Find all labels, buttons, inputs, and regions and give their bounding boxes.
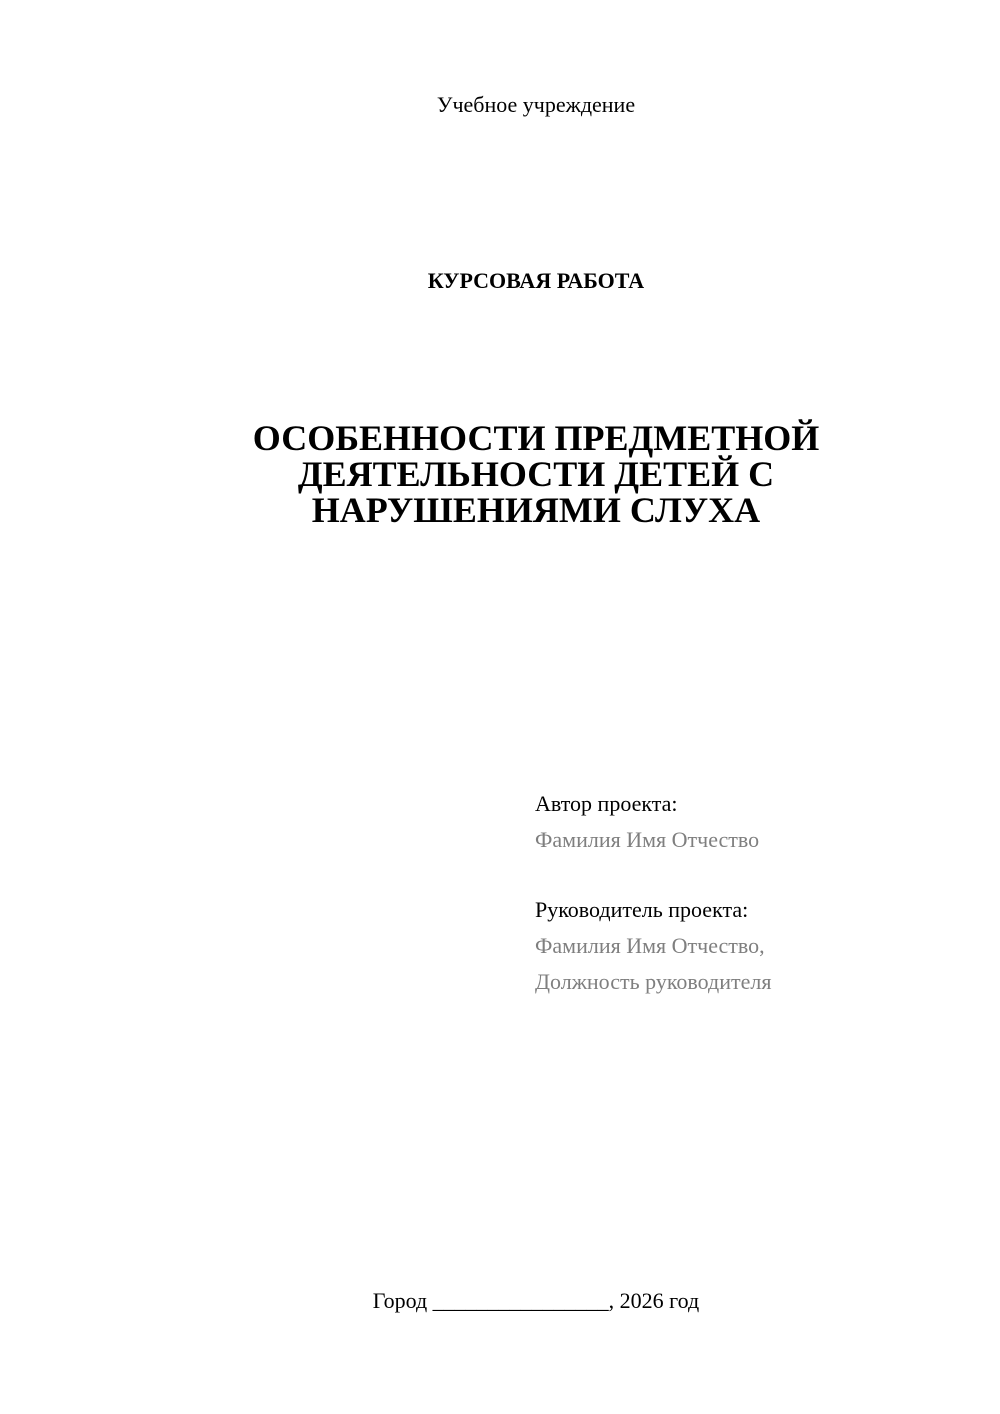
work-title-line: НАРУШЕНИЯМИ СЛУХА — [311, 490, 761, 530]
work-title-line: ОСОБЕННОСТИ ПРЕДМЕТНОЙ — [252, 418, 820, 458]
supervisor-position: Должность руководителя — [535, 969, 772, 994]
supervisor-name: Фамилия Имя Отчество, — [535, 933, 765, 958]
supervisor-block — [535, 892, 771, 1000]
work-title — [150, 420, 922, 528]
institution-name: Учебное учреждение — [436, 92, 636, 117]
supervisor-label: Руководитель проекта: — [535, 897, 749, 922]
author-label: Автор проекта: — [535, 791, 678, 816]
document-type: КУРСОВАЯ РАБОТА — [427, 268, 645, 293]
author-name: Фамилия Имя Отчество — [535, 827, 760, 852]
author-block — [535, 786, 759, 858]
city-year-line: Город ________________, 2026 год — [372, 1288, 700, 1313]
work-title-line: ДЕЯТЕЛЬНОСТИ ДЕТЕЙ С — [297, 454, 775, 494]
